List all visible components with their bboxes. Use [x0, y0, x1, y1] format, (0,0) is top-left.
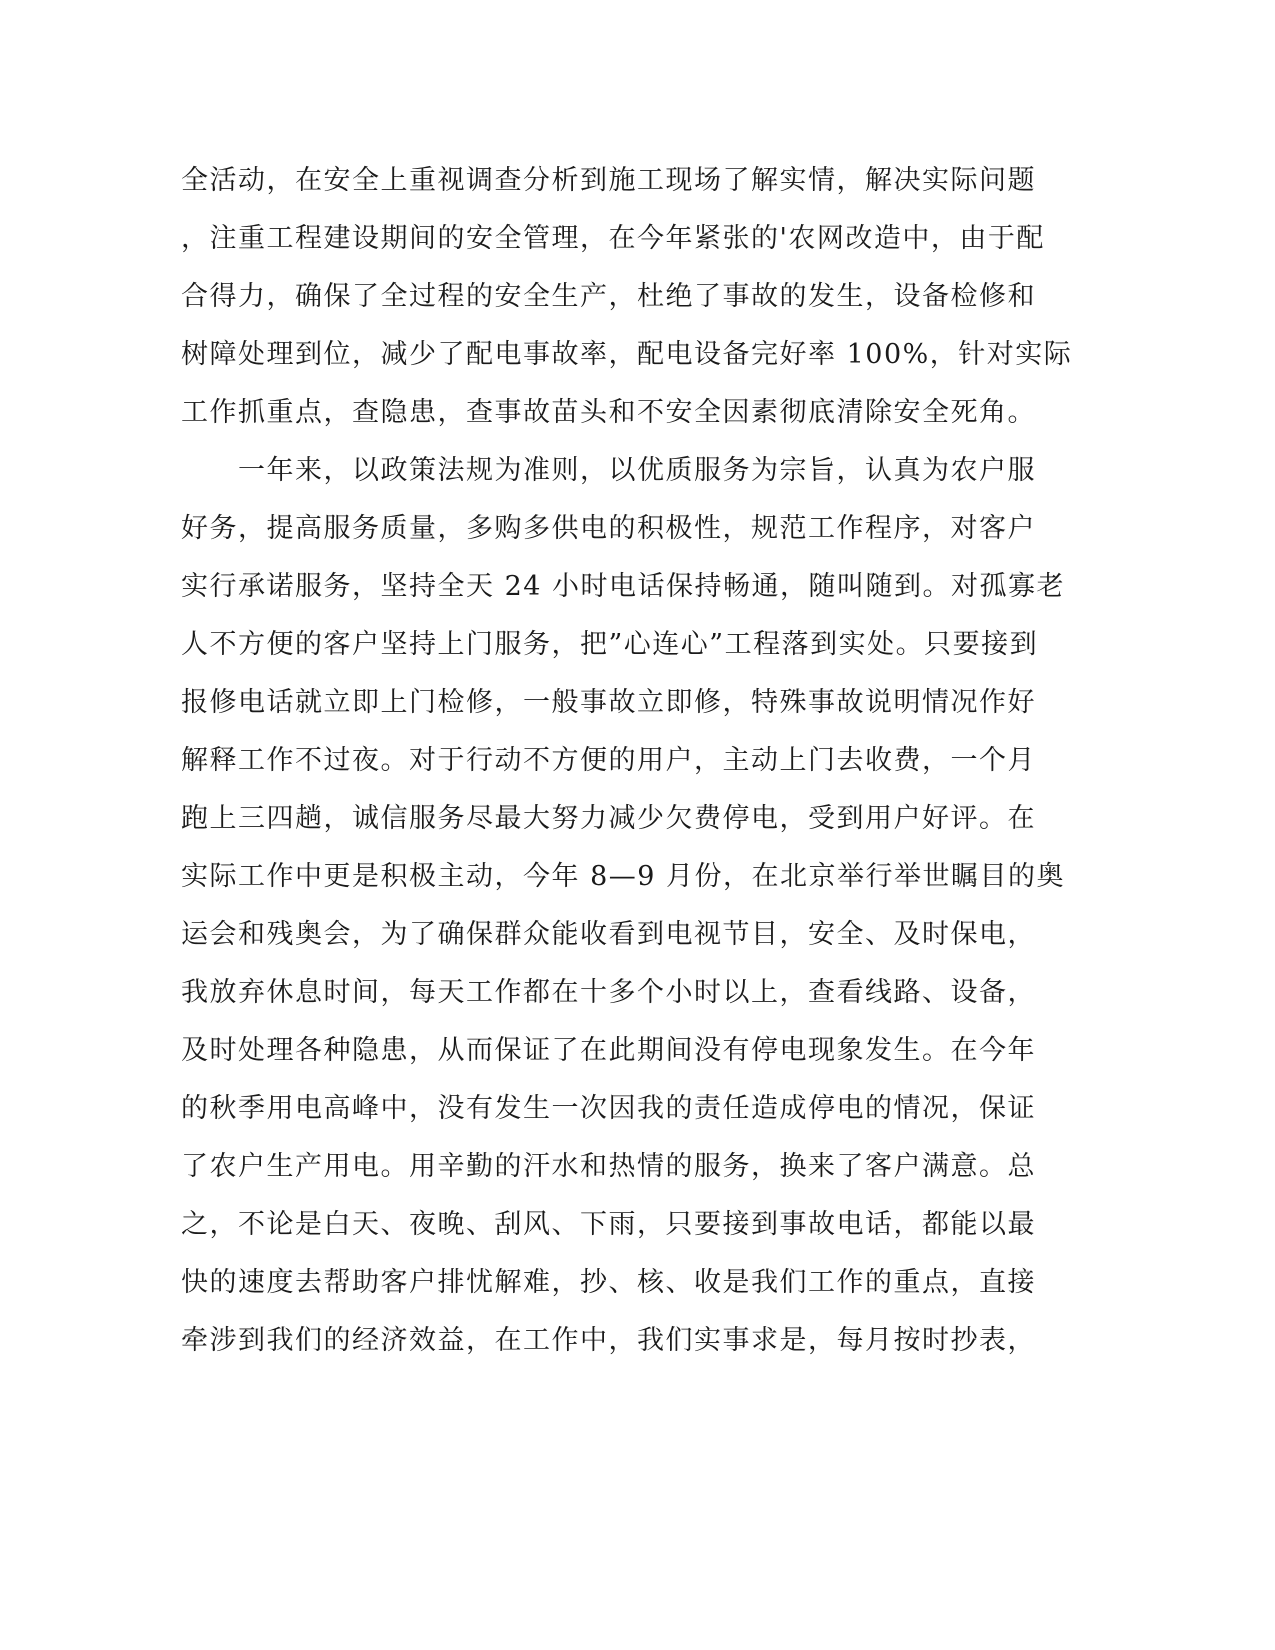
text-line: 及时处理各种隐患，从而保证了在此期间没有停电现象发生。在今年 — [181, 1035, 1036, 1066]
text-line: 我放弃休息时间，每天工作都在十多个小时以上，查看线路、设备， — [181, 977, 1036, 1008]
text-line: 好务，提高服务质量，多购多供电的积极性，规范工作程序，对客户 — [181, 513, 1036, 544]
paragraph-2 — [181, 451, 1066, 1379]
text-line: 了农户生产用电。用辛勤的汗水和热情的服务，换来了客户满意。总 — [181, 1151, 1036, 1182]
text-line: 树障处理到位，减少了配电事故率，配电设备完好率 100%，针对实际 — [181, 339, 1073, 370]
text-line: 快的速度去帮助客户排忧解难，抄、核、收是我们工作的重点，直接 — [181, 1267, 1036, 1298]
text-line: 之，不论是白天、夜晚、刮风、下雨，只要接到事故电话，都能以最 — [181, 1209, 1036, 1240]
text-line: 实际工作中更是积极主动，今年 8—9 月份，在北京举行举世瞩目的奥 — [181, 861, 1066, 892]
text-line: 跑上三四趟，诚信服务尽最大努力减少欠费停电，受到用户好评。在 — [181, 803, 1036, 834]
text-line: 工作抓重点，查隐患，查事故苗头和不安全因素彻底清除安全死角。 — [181, 397, 1036, 428]
text-line: 牵涉到我们的经济效益，在工作中，我们实事求是，每月按时抄表， — [181, 1325, 1036, 1356]
body-text — [181, 161, 1073, 1379]
text-line: ，注重工程建设期间的安全管理，在今年紧张的'农网改造中，由于配 — [181, 223, 1045, 254]
text-line: 解释工作不过夜。对于行动不方便的用户，主动上门去收费，一个月 — [181, 745, 1036, 776]
text-line: 报修电话就立即上门检修，一般事故立即修，特殊事故说明情况作好 — [181, 687, 1036, 718]
text-line: 的秋季用电高峰中，没有发生一次因我的责任造成停电的情况，保证 — [181, 1093, 1036, 1124]
text-line: 人不方便的客户坚持上门服务，把”心连心”工程落到实处。只要接到 — [181, 629, 1039, 660]
text-line: 全活动，在安全上重视调查分析到施工现场了解实情，解决实际问题 — [181, 165, 1036, 196]
text-line: 运会和残奥会，为了确保群众能收看到电视节目，安全、及时保电， — [181, 919, 1036, 950]
text-line: 实行承诺服务，坚持全天 24 小时电话保持畅通，随叫随到。对孤寡老 — [181, 571, 1066, 602]
text-line: 一年来，以政策法规为准则，以优质服务为宗旨，认真为农户服 — [181, 455, 1036, 486]
text-line: 合得力，确保了全过程的安全生产，杜绝了事故的发生，设备检修和 — [181, 281, 1036, 312]
paragraph-1 — [181, 161, 1073, 451]
